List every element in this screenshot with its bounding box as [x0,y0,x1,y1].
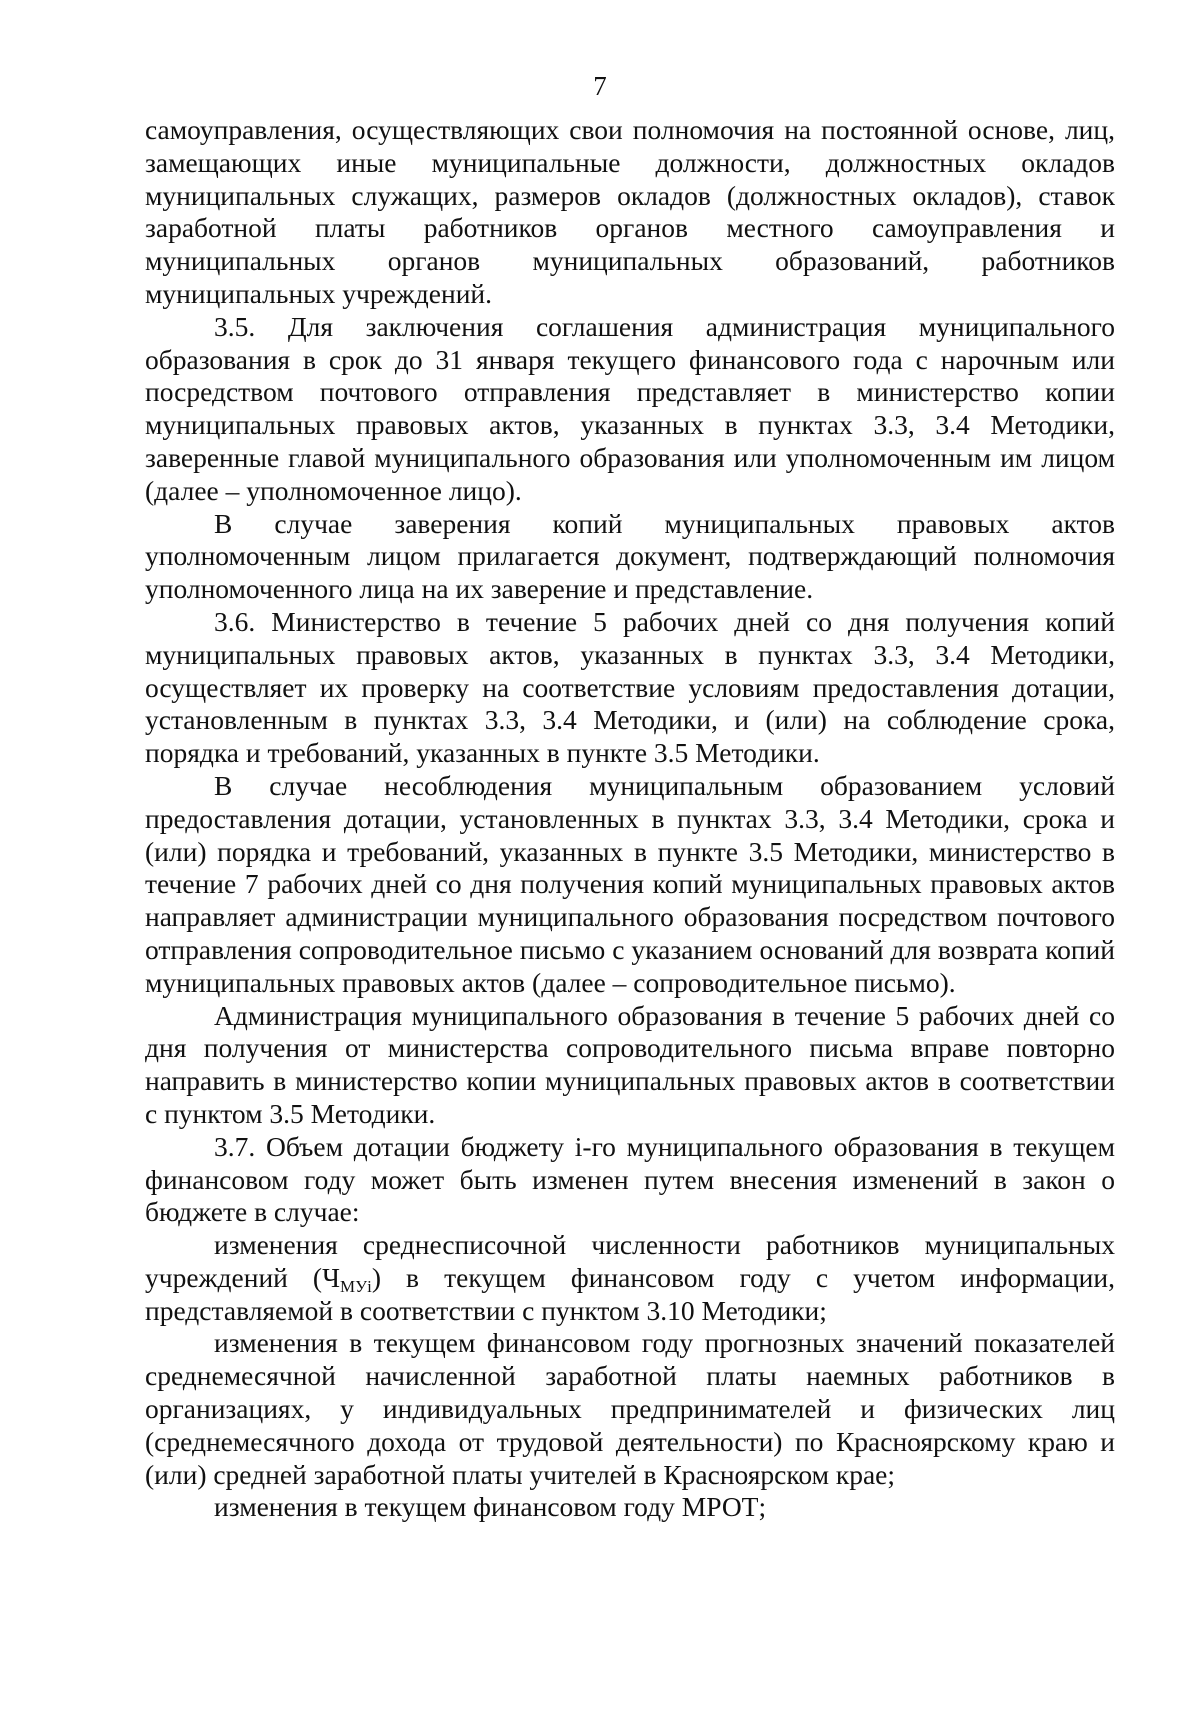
paragraph-3-7-headcount-change [145,1229,1115,1327]
paragraph-3-7-mrot-change: изменения в текущем финансовом году МРОТ; [214,1491,767,1523]
paragraph-3-5: 3.5. Для заключения соглашения администрация муниципального образования в срок до 31 января текущего финансового года с нарочным или посредством почтового отправления представляет в министерство копии муниципальных правовых актов, указанных в пунктах 3.3, 3.4 Методики, заверенные главой муниципального образования или уполномоченным им лицом (далее – уполномоченное лицо). [145,310,1115,506]
headcount-text-before: изменения среднесписочной численности работников муниципальных учреждений (Ч [145,1229,1115,1293]
paragraph-3-6-resubmission: Администрация муниципального образования в течение 5 рабочих дней со дня получения от министерства сопроводительного письма вправе повторно направить в министерство копии муниципальных правовых актов в соответствии с пунктом 3.5 Методики. [145,999,1115,1129]
page-number: 7 [593,71,607,101]
document-body [145,114,1115,1524]
paragraph-3-5-certification: В случае заверения копий муниципальных правовых актов уполномоченным лицом прилагается документ, подтверждающий полномочия уполномоченного лица на их заверение и представление. [145,507,1115,605]
headcount-text-after: ) в текущем финансовом году с учетом информации, представляемой в соответствии с пунктом 3.10 Методики; [145,1261,1115,1326]
headcount-subscript: МУi [339,1276,372,1296]
paragraph-3-6-noncompliance: В случае несоблюдения муниципальным образованием условий предоставления дотации, установленных в пунктах 3.3, 3.4 Методики, срока и (или) порядка и требований, указанных в пункте 3.5 Методики, министерство в течение 7 рабочих дней со дня получения копий муниципальных правовых актов направляет администрации муниципального образования посредством почтового отправления сопроводительное письмо с указанием оснований для возврата копий муниципальных правовых актов (далее – сопроводительное письмо). [145,769,1115,998]
paragraph-3-7: 3.7. Объем дотации бюджету i-го муниципального образования в текущем финансовом году может быть изменен путем внесения изменений в закон о бюджете в случае: [145,1130,1115,1228]
paragraph-continuation: самоуправления, осуществляющих свои полномочия на постоянной основе, лиц, замещающих иные муниципальные должности, должностных окладов муниципальных служащих, размеров окладов (должностных окладов), ставок заработной платы работников органов местного самоуправления и муниципальных органов муниципальных образований, работников муниципальных учреждений. [145,114,1115,309]
paragraph-3-6: 3.6. Министерство в течение 5 рабочих дней со дня получения копий муниципальных правовых актов, указанных в пунктах 3.3, 3.4 Методики, осуществляет их проверку на соответствие условиям предоставления дотации, установленным в пунктах 3.3, 3.4 Методики, и (или) на соблюдение срока, порядка и требований, указанных в пункте 3.5 Методики. [145,605,1115,769]
paragraph-3-7-salary-change: изменения в текущем финансовом году прогнозных значений показателей среднемесячной начисленной заработной платы наемных работников в организациях, у индивидуальных предпринимателей и физических лиц (среднемесячного дохода от трудовой деятельности) по Красноярскому краю и (или) средней заработной платы учителей в Красноярском крае; [145,1327,1115,1490]
